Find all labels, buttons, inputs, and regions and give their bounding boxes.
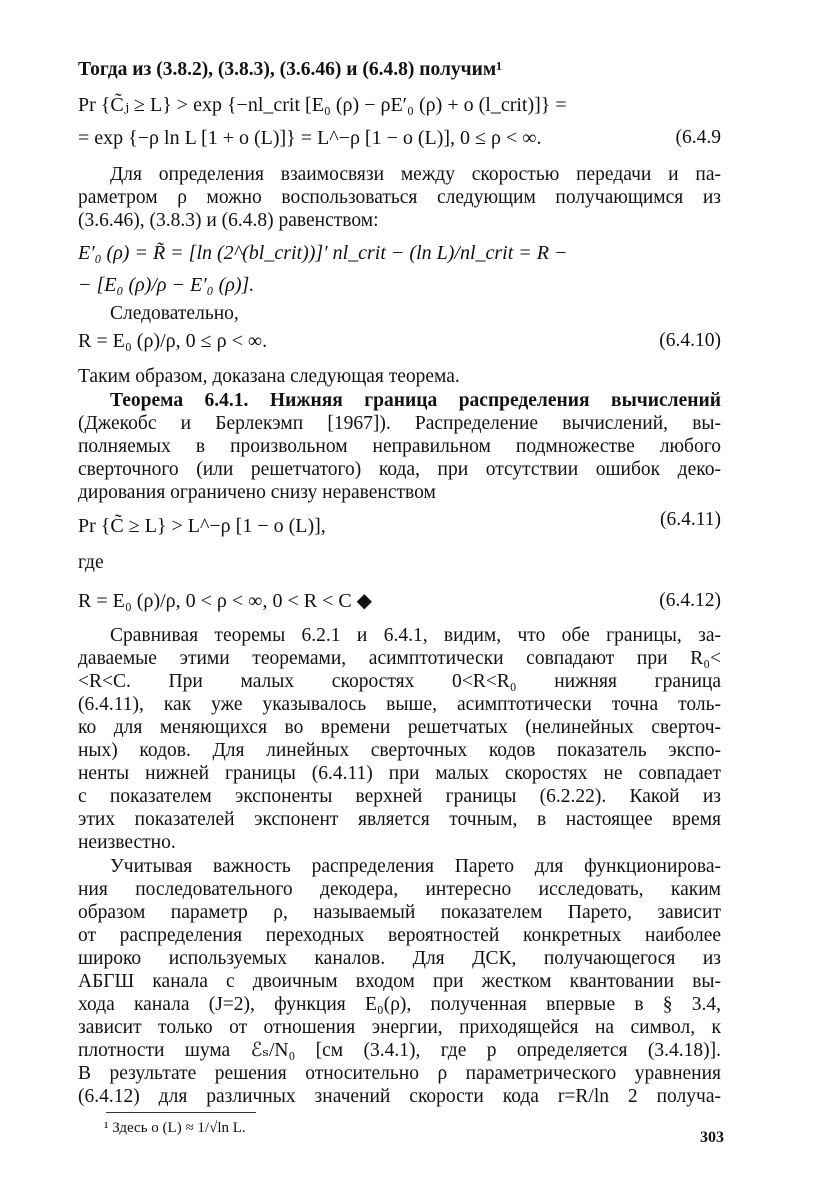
- text-line: (Джекобс и Берлекэмп [1967]). Распределение вычислений, вы-: [78, 413, 721, 434]
- equation-number: (6.4.10): [659, 330, 721, 351]
- text-line: Следовательно,: [110, 303, 239, 324]
- text-line: сверточного (или решетчатого) кода, при отсутствии ошибок деко-: [78, 459, 721, 480]
- text-line: дирования ограничено снизу неравенством: [78, 482, 436, 503]
- text-line: Таким образом, доказана следующая теорема.: [78, 366, 460, 387]
- text-line: от распределения переходных вероятностей конкретных наиболее: [78, 925, 721, 946]
- equation-line: E′₀ (ρ) = R̃ = [ln (2^(bl_crit))]′ nl_crit − (ln L)/nl_crit = R −: [78, 242, 568, 264]
- text-line: плотности шума ℰₛ/N₀ [см (3.4.1), где p определяется (3.4.18)].: [78, 1040, 721, 1061]
- equation-number: (6.4.11): [659, 509, 721, 530]
- equation-6-4-9-line-2: = exp {−ρ ln L [1 + o (L)]} = L^−ρ [1 − o (L)], 0 ≤ ρ < ∞.: [78, 127, 542, 149]
- text-line: (3.6.46), (3.8.3) и (6.4.8) равенством:: [78, 210, 379, 231]
- text-line: где: [78, 552, 104, 573]
- text-line: широко используемых каналов. Для ДСК, получающегося из: [78, 948, 721, 969]
- equation-6-4-12: R = E₀ (ρ)/ρ, 0 < ρ < ∞, 0 < R < C ◆: [78, 590, 373, 612]
- equation-number: (6.4.9: [675, 127, 721, 148]
- text-line: ко для меняющихся во времени решетчатых (нелинейных сверточ-: [78, 717, 721, 738]
- equation-number: (6.4.12): [659, 590, 721, 611]
- text-line: ных) кодов. Для линейных сверточных кодов показатель экспо-: [78, 740, 721, 761]
- text-line: образом параметр ρ, называемый показателем Парето, зависит: [78, 902, 721, 923]
- text-line: Для определения взаимосвязи между скоростью передачи и па-: [110, 164, 721, 185]
- text-line: этих показателей экспонент является точным, в настоящее время: [78, 809, 721, 830]
- text-line: раметром ρ можно воспользоваться следующим получающимся из: [78, 187, 721, 208]
- text-line: В результате решения относительно ρ параметрического уравнения: [78, 1063, 721, 1084]
- footnote-rule: [106, 1112, 256, 1113]
- text-line: <R<C. При малых скоростях 0<R<R₀ нижняя граница: [78, 671, 721, 692]
- text-line: АБГШ канала с двоичным входом при жестком квантовании вы-: [78, 971, 721, 992]
- text-line: Учитывая важность распределения Парето для функционирова-: [110, 856, 721, 877]
- theorem-title: Теорема 6.4.1. Нижняя граница распределения вычислений: [110, 390, 721, 411]
- text-line: (6.4.11), как уже указывалось выше, асимптотически точна толь-: [78, 694, 721, 715]
- text-line: Сравнивая теоремы 6.2.1 и 6.4.1, видим, что обе границы, за-: [110, 625, 721, 646]
- text-line: с показателем экспоненты верхней границы (6.2.22). Какой из: [78, 786, 721, 807]
- text-line: хода канала (J=2), функция E₀(ρ), полученная впервые в § 3.4,: [78, 994, 721, 1015]
- text-line: полняемых в произвольном неправильном подмножестве любого: [78, 436, 721, 457]
- equation-6-4-10: R = E₀ (ρ)/ρ, 0 ≤ ρ < ∞.: [78, 330, 268, 352]
- text-line: ния последовательного декодера, интересно исследовать, каким: [78, 879, 721, 900]
- text-line: зависит только от отношения энергии, приходящейся на символ, к: [78, 1017, 721, 1038]
- text-line: неизвестно.: [78, 832, 176, 853]
- equation-6-4-11: Pr {C̃ ≥ L} > L^−ρ [1 − o (L)],: [78, 515, 326, 537]
- text-line: ненты нижней границы (6.4.11) при малых скоростях не совпадает: [78, 763, 721, 784]
- equation-6-4-9-line-1: Pr {C̃ⱼ ≥ L} > exp {−nl_crit [E₀ (ρ) − ρE′₀ (ρ) + o (l_crit)]} =: [78, 94, 567, 116]
- page-number: 303: [700, 1129, 724, 1146]
- text-line: даваемые этими теоремами, асимптотически совпадают при R₀<: [78, 648, 721, 669]
- text-line: (6.4.12) для различных значений скорости кода r=R/ln 2 получа-: [78, 1086, 721, 1107]
- intro-line: Тогда из (3.8.2), (3.8.3), (3.6.46) и (6.4.8) получим¹: [78, 59, 503, 80]
- footnote: ¹ Здесь o (L) ≈ 1/√ln L.: [104, 1120, 246, 1136]
- equation-line: − [E₀ (ρ)/ρ − E′₀ (ρ)].: [78, 274, 255, 296]
